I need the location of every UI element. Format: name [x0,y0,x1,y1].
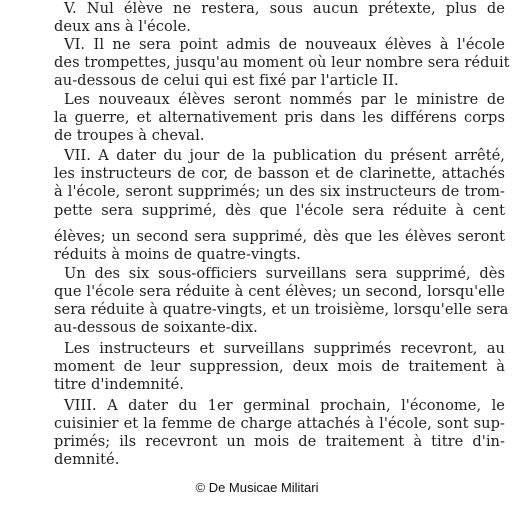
text-line: élèves; un second sera supprimé, dès que les élèves seront [54,228,505,245]
text-line: les instructeurs de cor, de basson et de clarinette, attachés [54,165,505,182]
text-line: VI. Il ne sera point admis de nouveaux élèves à l'école [64,36,505,53]
text-line: titre d'indemnité. [54,376,184,393]
text-line: primés; ils recevront un mois de traitement à titre d'in- [54,433,505,450]
text-line: demnité. [54,451,120,468]
text-line: au-dessous de celui qui est fixé par l'article II. [54,72,399,89]
text-line: pette sera supprimé, dès que l'école sera réduite à cent [54,202,505,219]
text-line: Les nouveaux élèves seront nommés par le ministre de [64,91,505,108]
text-line: VIII. A dater du 1er germinal prochain, l'économe, le [64,397,505,414]
text-line: que l'école sera réduite à cent élèves; un second, lorsqu'elle [54,283,505,300]
text-line: des trompettes, jusqu'au moment où leur nombre sera réduit [54,54,510,71]
text-line: Les instructeurs et surveillans supprimés recevront, au [64,340,505,357]
text-line: VII. A dater du jour de la publication du présent arrêté, [64,147,505,164]
text-line: V. Nul élève ne restera, sous aucun prétexte, plus de [64,0,505,17]
text-line: de troupes à cheval. [54,127,205,144]
text-line: sera réduite à quatre-vingts, et un troisième, lorsqu'elle sera [54,301,509,318]
text-line: à l'école, seront supprimés; un des six instructeurs de trom- [54,183,505,200]
text-line: moment de leur suppression, deux mois de traitement à [54,358,505,375]
text-line: Un des six sous-officiers surveillans sera supprimé, dès [64,265,505,282]
text-line: deux ans à l'école. [54,18,191,35]
text-line: au-dessous de soixante-dix. [54,319,258,336]
document-text [54,0,510,470]
text-line: la guerre, et alternativement pris dans les différens corps [54,109,505,126]
copyright-caption: © De Musicae Militari [195,480,319,495]
text-line: cuisinier et la femme de charge attachés à l'école, sont sup- [54,415,505,432]
text-line: réduits à moins de quatre-vingts. [54,246,301,263]
